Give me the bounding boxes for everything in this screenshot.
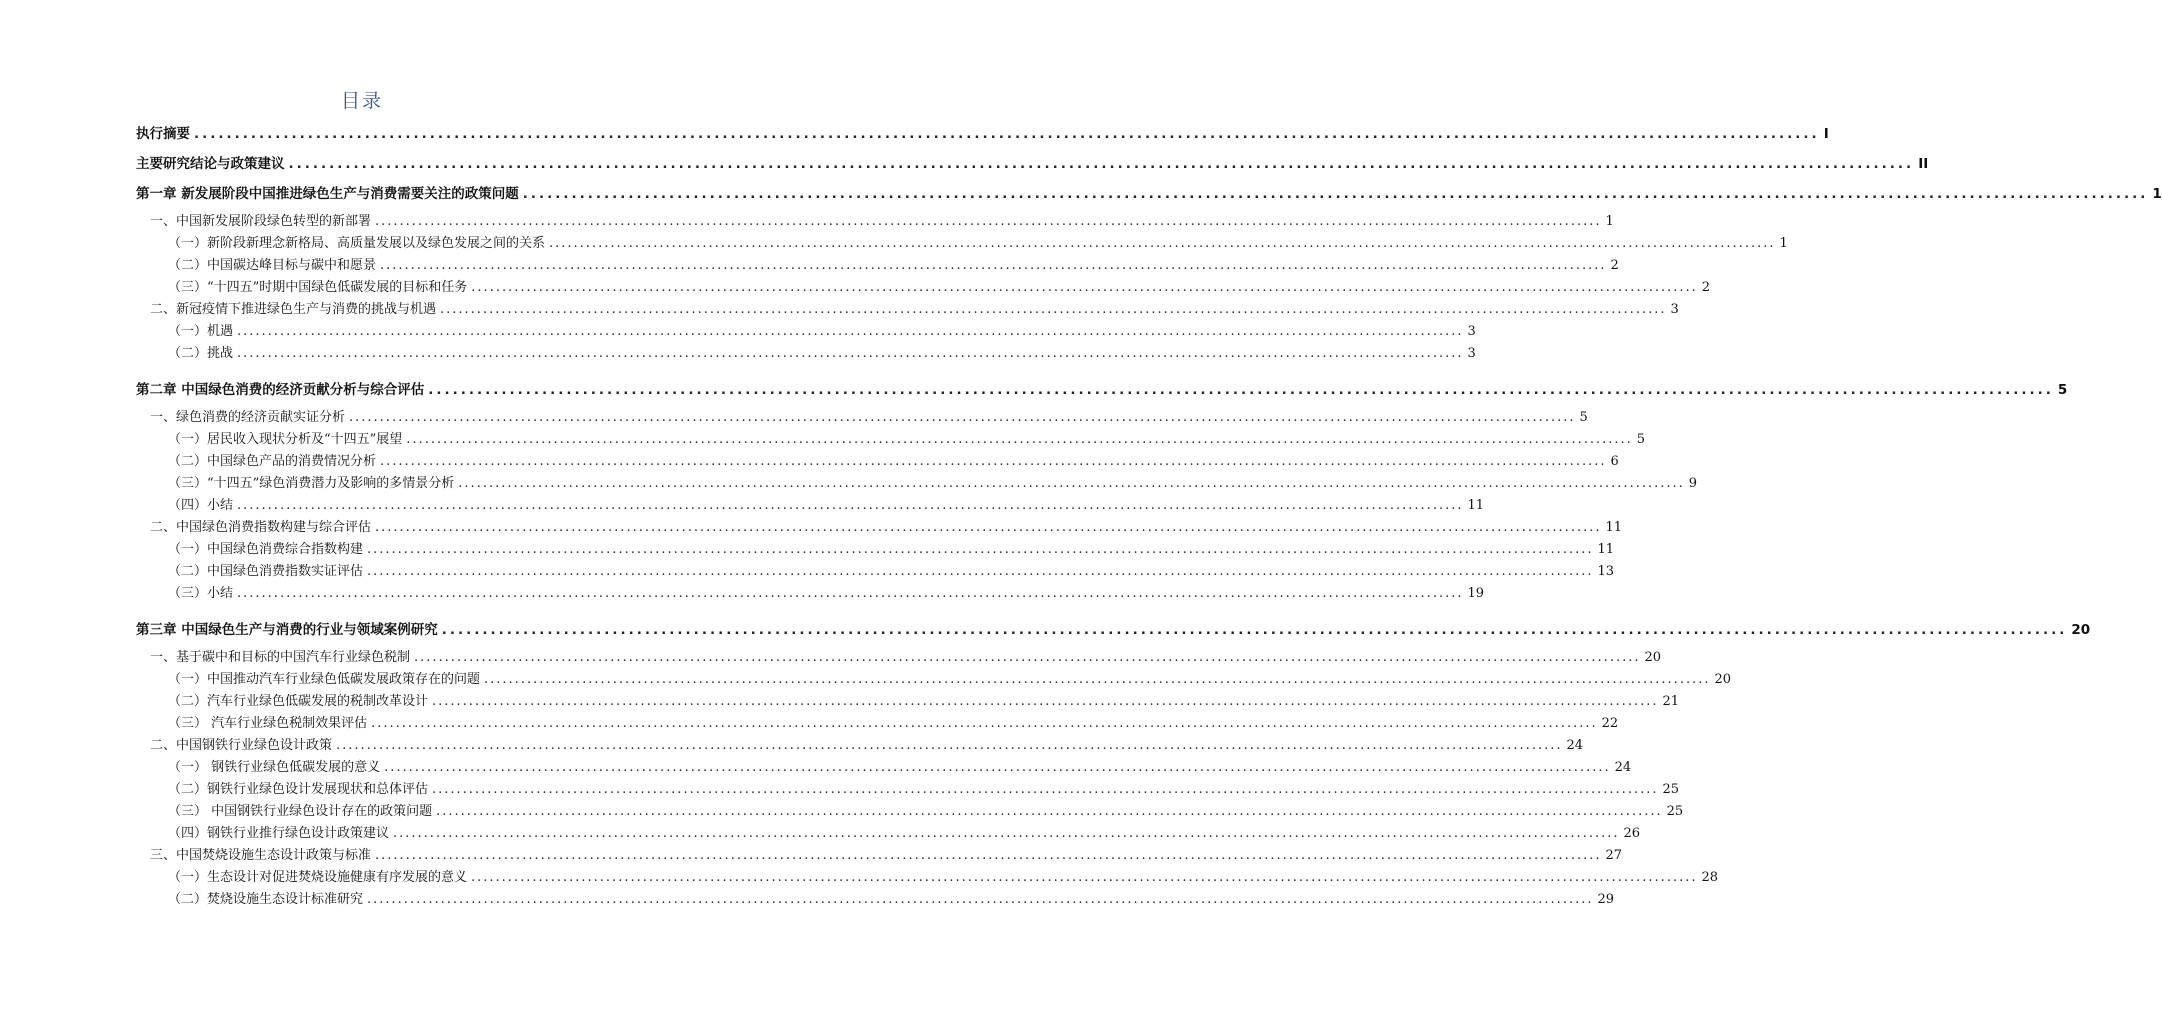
toc-chapter-entry[interactable]	[136, 380, 2068, 400]
toc-dot-leader: ........................................................................................................................................................................................................	[288, 156, 1915, 172]
toc-dot-leader: ........................................................................................................................................................................................................	[484, 672, 1711, 687]
toc-entry-label: 一、中国新发展阶段绿色转型的新部署	[150, 214, 372, 229]
toc-dot-leader: ........................................................................................................................................................................................................	[406, 432, 1633, 447]
toc-dot-leader: ........................................................................................................................................................................................................	[194, 126, 1820, 142]
toc-dot-leader: ........................................................................................................................................................................................................	[380, 454, 1607, 469]
toc-entry-label: （二）中国绿色产品的消费情况分析	[168, 454, 377, 469]
toc-entry-page: 6	[1610, 454, 1619, 469]
toc-entry-page: 3	[1467, 324, 1476, 339]
toc-subsection-entry[interactable]	[168, 474, 1698, 494]
toc-dot-leader: ........................................................................................................................................................................................................	[375, 214, 1602, 229]
toc-dot-leader: ........................................................................................................................................................................................................	[237, 586, 1464, 601]
toc-subsection-entry[interactable]	[168, 714, 1619, 734]
toc-dot-leader: ........................................................................................................................................................................................................	[522, 186, 2149, 202]
toc-chapter-entry[interactable]	[136, 620, 2091, 640]
toc-dot-leader: ........................................................................................................................................................................................................	[375, 520, 1602, 535]
toc-dot-leader: ........................................................................................................................................................................................................	[367, 564, 1594, 579]
toc-entry-label: 主要研究结论与政策建议	[136, 156, 285, 172]
toc-entry-page: 3	[1467, 346, 1476, 361]
toc-dot-leader: ........................................................................................................................................................................................................	[471, 280, 1698, 295]
toc-subsection-entry[interactable]	[168, 758, 1632, 778]
toc-subsection-entry[interactable]	[168, 802, 1684, 822]
toc-entry-label: （一）居民收入现状分析及“十四五”展望	[168, 432, 403, 447]
toc-entry-page: 1	[1779, 236, 1788, 251]
toc-chapter-entry[interactable]	[136, 184, 2162, 204]
toc-dot-leader: ........................................................................................................................................................................................................	[549, 236, 1776, 251]
toc-subsection-entry[interactable]	[168, 496, 1485, 516]
toc-dot-leader: ........................................................................................................................................................................................................	[367, 542, 1594, 557]
toc-subsection-entry[interactable]	[168, 278, 1711, 298]
toc-subsection-entry[interactable]	[168, 540, 1615, 560]
toc-section-entry[interactable]	[150, 212, 1614, 232]
toc-entry-label: 二、中国钢铁行业绿色设计政策	[150, 738, 333, 753]
toc-subsection-entry[interactable]	[168, 430, 1646, 450]
toc-entry-label: （三） 中国钢铁行业绿色设计存在的政策问题	[168, 804, 433, 819]
toc-dot-leader: ........................................................................................................................................................................................................	[237, 324, 1464, 339]
toc-entry-page: 24	[1566, 738, 1584, 753]
toc-entry-page: 2	[1701, 280, 1711, 295]
toc-entry-page: 28	[1701, 870, 1719, 885]
toc-entry-page: 13	[1597, 564, 1615, 579]
toc-subsection-entry[interactable]	[168, 562, 1615, 582]
toc-entry-page: 22	[1601, 716, 1619, 731]
toc-section-entry[interactable]	[150, 300, 1679, 320]
toc-dot-leader: ........................................................................................................................................................................................................	[440, 302, 1667, 317]
toc-entry-page: 5	[2057, 382, 2068, 398]
toc-entry-label: （二）钢铁行业绿色设计发展现状和总体评估	[168, 782, 429, 797]
toc-entry-label: 三、中国焚烧设施生态设计政策与标准	[150, 848, 372, 863]
toc-subsection-entry[interactable]	[168, 344, 1476, 364]
toc-dot-leader: ........................................................................................................................................................................................................	[393, 826, 1620, 841]
toc-dot-leader: ........................................................................................................................................................................................................	[371, 716, 1598, 731]
toc-entry-page: 3	[1670, 302, 1679, 317]
toc-chapter-entry[interactable]	[136, 124, 1829, 144]
toc-dot-leader: ........................................................................................................................................................................................................	[367, 892, 1594, 907]
toc-subsection-entry[interactable]	[168, 322, 1476, 342]
toc-entry-label: （四）钢铁行业推行绿色设计政策建议	[168, 826, 390, 841]
toc-entry-page: 11	[1605, 520, 1623, 535]
toc-subsection-entry[interactable]	[168, 670, 1732, 690]
toc-dot-leader: ........................................................................................................................................................................................................	[237, 498, 1464, 513]
toc-entry-page: 20	[2071, 622, 2091, 638]
toc-entry-label: （一） 钢铁行业绿色低碳发展的意义	[168, 760, 381, 775]
toc-entry-label: 二、新冠疫情下推进绿色生产与消费的挑战与机遇	[150, 302, 437, 317]
toc-dot-leader: ........................................................................................................................................................................................................	[375, 848, 1602, 863]
toc-entry-label: （一）机遇	[168, 324, 234, 339]
toc-entry-label: 第二章 中国绿色消费的经济贡献分析与综合评估	[136, 382, 425, 398]
toc-subsection-entry[interactable]	[168, 584, 1485, 604]
toc-dot-leader: ........................................................................................................................................................................................................	[414, 650, 1641, 665]
toc-entry-page: I	[1823, 126, 1829, 142]
toc-entry-label: （二）汽车行业绿色低碳发展的税制改革设计	[168, 694, 429, 709]
toc-entry-page: 9	[1688, 476, 1698, 491]
toc-entry-label: （一）生态设计对促进焚烧设施健康有序发展的意义	[168, 870, 468, 885]
toc-entry-page: 11	[1467, 498, 1485, 513]
toc-subsection-entry[interactable]	[168, 868, 1719, 888]
toc-entry-label: （三）小结	[168, 586, 234, 601]
toc-entry-page: 2	[1610, 258, 1619, 273]
toc-section-entry[interactable]	[150, 736, 1584, 756]
toc-entry-label: 第一章 新发展阶段中国推进绿色生产与消费需要关注的政策问题	[136, 186, 519, 202]
toc-entry-page: 11	[1597, 542, 1615, 557]
toc-dot-leader: ........................................................................................................................................................................................................	[384, 760, 1611, 775]
toc-entry-page: 20	[1644, 650, 1662, 665]
toc-entry-page: 19	[1467, 586, 1485, 601]
toc-dot-leader: ........................................................................................................................................................................................................	[336, 738, 1563, 753]
toc-entry-page: 24	[1614, 760, 1632, 775]
toc-entry-label: 一、绿色消费的经济贡献实证分析	[150, 410, 346, 425]
toc-dot-leader: ........................................................................................................................................................................................................	[432, 694, 1659, 709]
toc-subsection-entry[interactable]	[168, 692, 1680, 712]
toc-entry-label: （一）中国推动汽车行业绿色低碳发展政策存在的问题	[168, 672, 481, 687]
toc-entry-label: （三）“十四五”绿色消费潜力及影响的多情景分析	[168, 476, 455, 491]
toc-entry-label: 第三章 中国绿色生产与消费的行业与领域案例研究	[136, 622, 438, 638]
toc-dot-leader: ........................................................................................................................................................................................................	[428, 382, 2054, 398]
toc-dot-leader: ........................................................................................................................................................................................................	[471, 870, 1698, 885]
page-title: 目录	[340, 90, 383, 112]
toc-dot-leader: ........................................................................................................................................................................................................	[436, 804, 1663, 819]
toc-entry-label: （一）新阶段新理念新格局、高质量发展以及绿色发展之间的关系	[168, 236, 546, 251]
toc-entry-label: （三）“十四五”时期中国绿色低碳发展的目标和任务	[168, 280, 468, 295]
toc-entry-label: （一）中国绿色消费综合指数构建	[168, 542, 364, 557]
toc-chapter-entry[interactable]	[136, 154, 1929, 174]
toc-entry-page: 25	[1666, 804, 1684, 819]
toc-dot-leader: ........................................................................................................................................................................................................	[380, 258, 1607, 273]
toc-subsection-entry[interactable]	[168, 452, 1619, 472]
toc-dot-leader: ........................................................................................................................................................................................................	[441, 622, 2068, 638]
toc-entry-label: （二）中国碳达峰目标与碳中和愿景	[168, 258, 377, 273]
toc-section-entry[interactable]	[150, 648, 1662, 668]
toc-entry-page: 26	[1623, 826, 1641, 841]
toc-section-entry[interactable]	[150, 846, 1623, 866]
toc-dot-leader: ........................................................................................................................................................................................................	[237, 346, 1464, 361]
toc-subsection-entry[interactable]	[168, 256, 1619, 276]
toc-entry-label: 一、基于碳中和目标的中国汽车行业绿色税制	[150, 650, 411, 665]
toc-dot-leader: ........................................................................................................................................................................................................	[458, 476, 1685, 491]
toc-subsection-entry[interactable]	[168, 890, 1615, 910]
toc-dot-leader: ........................................................................................................................................................................................................	[432, 782, 1659, 797]
toc-entry-page: 20	[1714, 672, 1732, 687]
toc-section-entry[interactable]	[150, 518, 1623, 538]
toc-entry-label: 二、中国绿色消费指数构建与综合评估	[150, 520, 372, 535]
toc-entry-label: （二）焚烧设施生态设计标准研究	[168, 892, 364, 907]
toc-subsection-entry[interactable]	[168, 824, 1641, 844]
toc-dot-leader: ........................................................................................................................................................................................................	[349, 410, 1576, 425]
toc-entry-page: 1	[1605, 214, 1614, 229]
toc-entry-page: 5	[1636, 432, 1646, 447]
toc-entry-label: （四）小结	[168, 498, 234, 513]
toc-entry-label: 执行摘要	[136, 126, 190, 142]
toc-entry-label: （二）挑战	[168, 346, 234, 361]
toc-entry-page: 29	[1597, 892, 1615, 907]
toc-entry-page: 21	[1662, 694, 1680, 709]
toc-entry-label: （三） 汽车行业绿色税制效果评估	[168, 716, 368, 731]
toc-subsection-entry[interactable]	[168, 234, 1788, 254]
toc-entry-page: 27	[1605, 848, 1623, 863]
toc-entry-page: II	[1918, 156, 1929, 172]
toc-entry-page: 25	[1662, 782, 1680, 797]
toc-entry-page: 5	[1579, 410, 1588, 425]
toc-section-entry[interactable]	[150, 408, 1588, 428]
toc-entry-page: 1	[2152, 186, 2162, 202]
toc-entry-label: （二）中国绿色消费指数实证评估	[168, 564, 364, 579]
toc-subsection-entry[interactable]	[168, 780, 1680, 800]
